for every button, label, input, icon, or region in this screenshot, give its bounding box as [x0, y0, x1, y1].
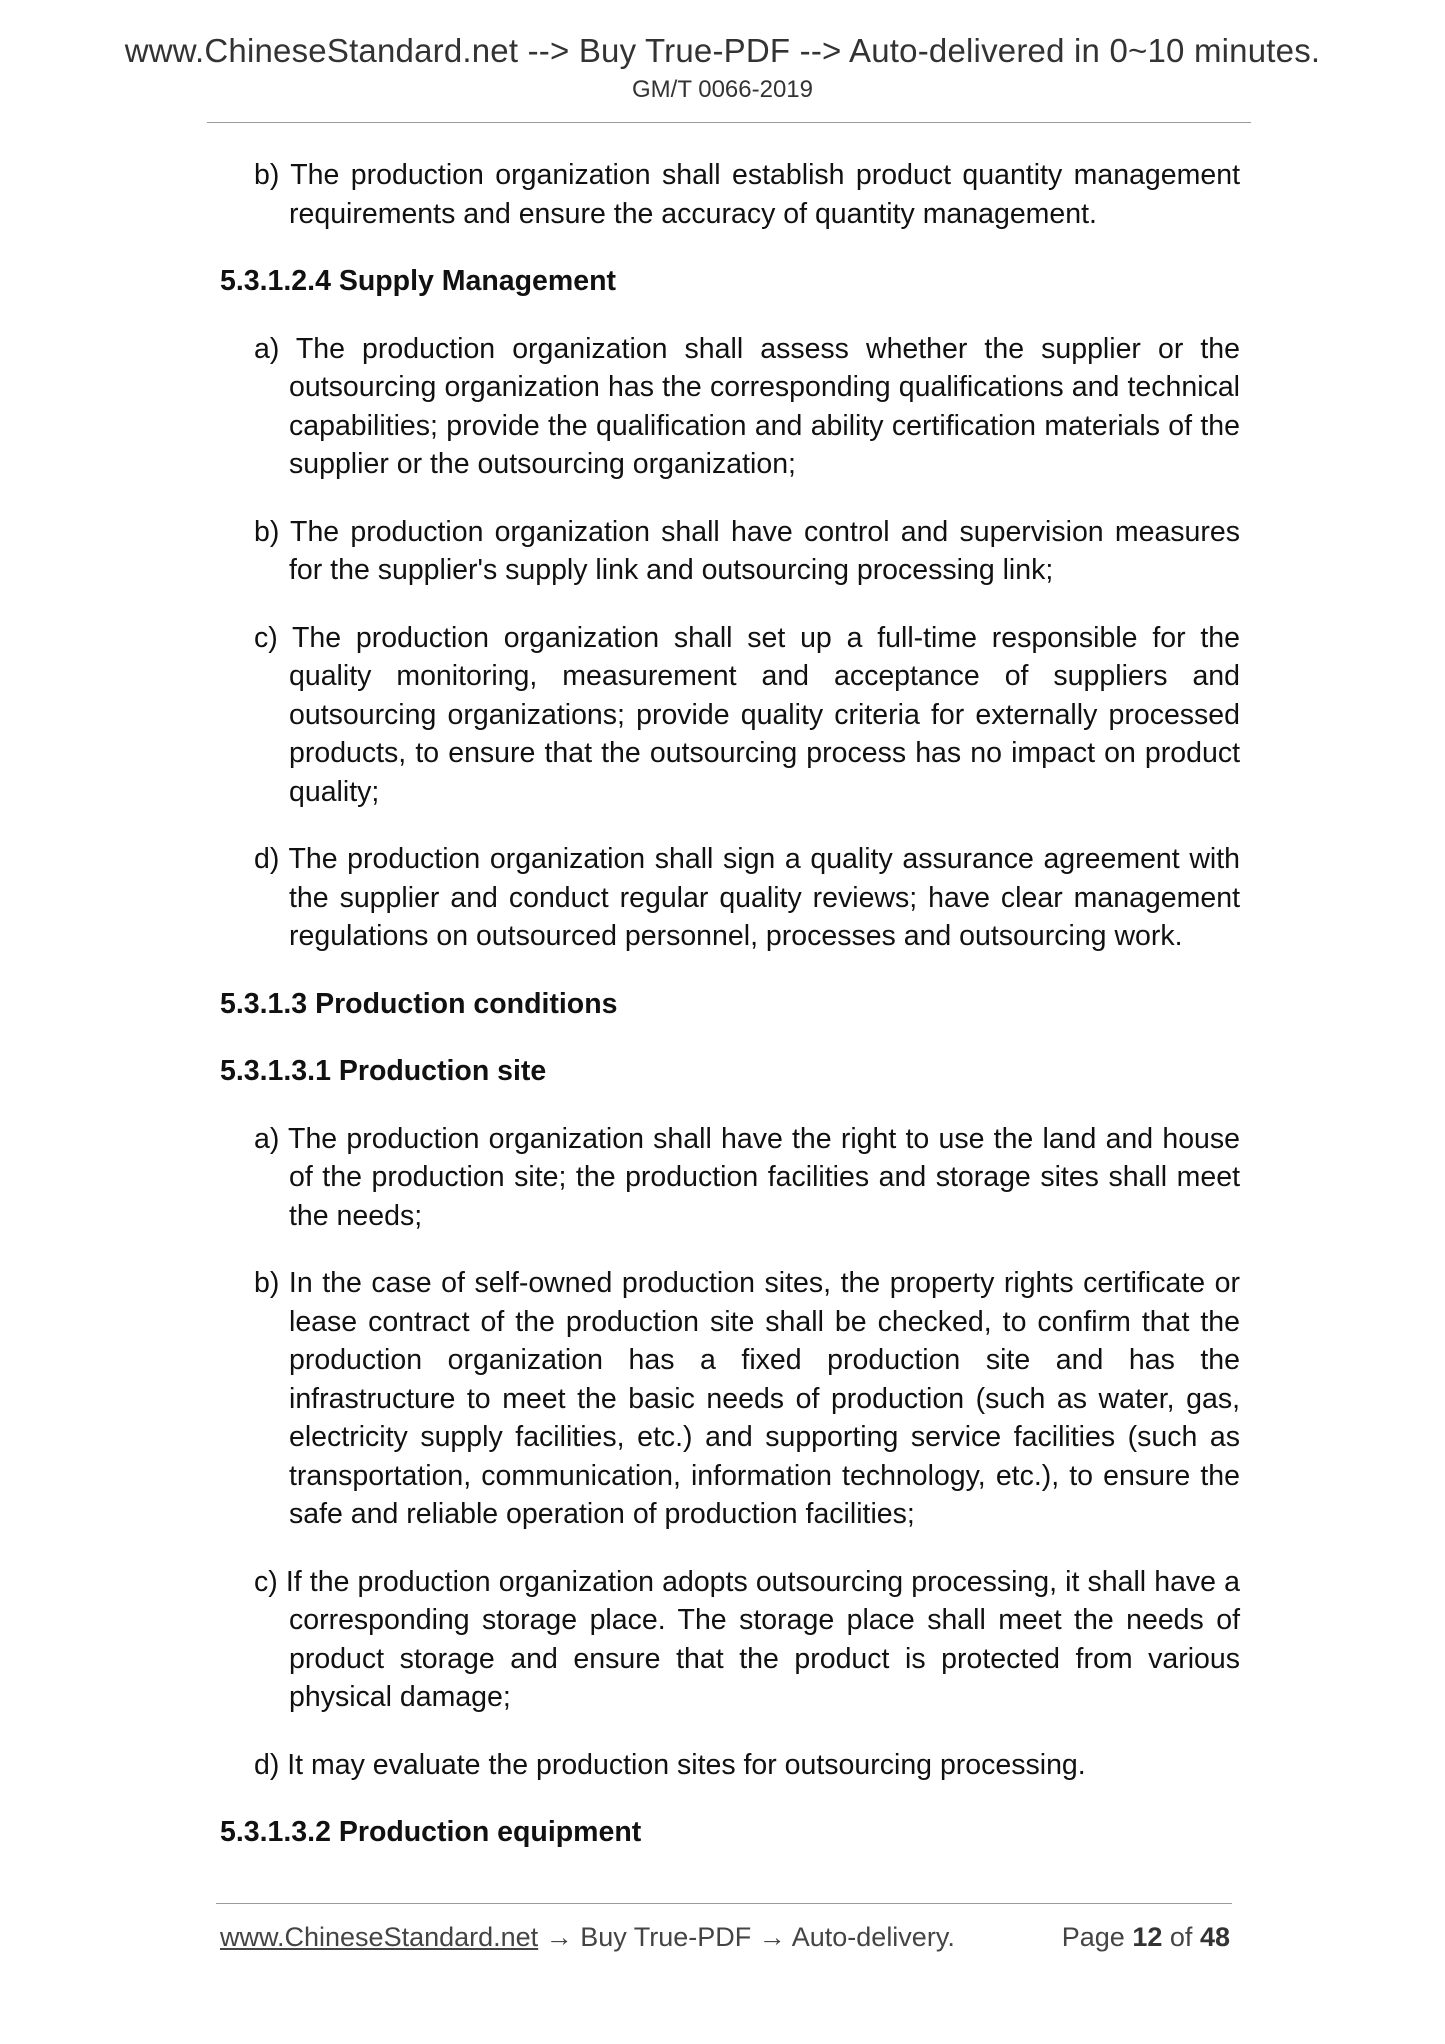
list-item-evaluate-outsourcing-sites: d) It may evaluate the production sites for outsourcing processing.: [254, 1748, 1086, 1781]
section-heading-supply-management: 5.3.1.2.4 Supply Management: [220, 265, 616, 297]
footer-promo-text: → Buy True-PDF → Auto-delivery.: [538, 1922, 955, 1952]
list-item-site-rights: a) The production organization shall have the right to use the land and house of the production site; the production facilities and storage sites shall meet the needs;: [254, 1122, 1240, 1232]
section-heading-production-equipment: 5.3.1.3.2 Production equipment: [220, 1816, 642, 1848]
header-banner: www.ChineseStandard.net --> Buy True-PDF --> Auto-delivered in 0~10 minutes.: [124, 32, 1321, 69]
list-item-quality-monitoring: c) The production organization shall set up a full-time responsible for the quality monitoring, measurement and acceptance of suppliers and outsourcing organizations; provide quality criteria for externally processed products, to ensure that the outsourcing process has no impact on product quality;: [254, 621, 1240, 808]
list-item-supervision-measures: b) The production organization shall have control and supervision measures for the supplier's supply link and outsourcing processing link;: [254, 515, 1240, 586]
section-heading-production-conditions: 5.3.1.3 Production conditions: [220, 987, 618, 1020]
page-footer: [220, 1922, 1230, 1962]
list-item-supplier-assessment: a) The production organization shall assess whether the supplier or the outsourcing organization has the corresponding qualifications and technical capabilities; provide the qualification and ability certification materials of the supplier or the outsourcing organization;: [254, 332, 1240, 480]
page-label: Page: [1061, 1922, 1125, 1952]
page-of: of: [1169, 1922, 1193, 1952]
page-current: 12: [1132, 1922, 1163, 1952]
footer-promo: [220, 1922, 955, 1953]
footer-divider: [216, 1903, 1232, 1904]
page-total: 48: [1199, 1922, 1230, 1952]
list-item-self-owned-sites: b) In the case of self-owned production sites, the property rights certificate or lease contract of the production site shall be checked, to confirm that the production organization has a fixed production site and has the infrastructure to meet the basic needs of production (such as water, gas, electricity supply facilities, etc.) and supporting service facilities (such as transportation, communication, information technology, etc.), to ensure the safe and reliable operation of production facilities;: [254, 1267, 1240, 1530]
list-item-storage-place: c) If the production organization adopts outsourcing processing, it shall have a corresponding storage place. The storage place shall meet the needs of product storage and ensure that the product is protected from various physical damage;: [254, 1565, 1240, 1713]
footer-site-link[interactable]: www.ChineseStandard.net: [220, 1922, 539, 1952]
standard-number: GM/T 0066-2019: [632, 76, 813, 103]
list-item-quality-agreement: d) The production organization shall sign a quality assurance agreement with the supplier and conduct regular quality reviews; have clear management regulations on outsourced personnel, processes and outsourcing work.: [254, 843, 1240, 952]
page-indicator: [1062, 1922, 1230, 1953]
list-item-quantity-management: b) The production organization shall establish product quantity management requirements and ensure the accuracy of quantity management.: [254, 159, 1240, 230]
section-heading-production-site: 5.3.1.3.1 Production site: [220, 1055, 547, 1087]
header-divider: [207, 122, 1251, 123]
document-body: [220, 156, 1240, 1881]
